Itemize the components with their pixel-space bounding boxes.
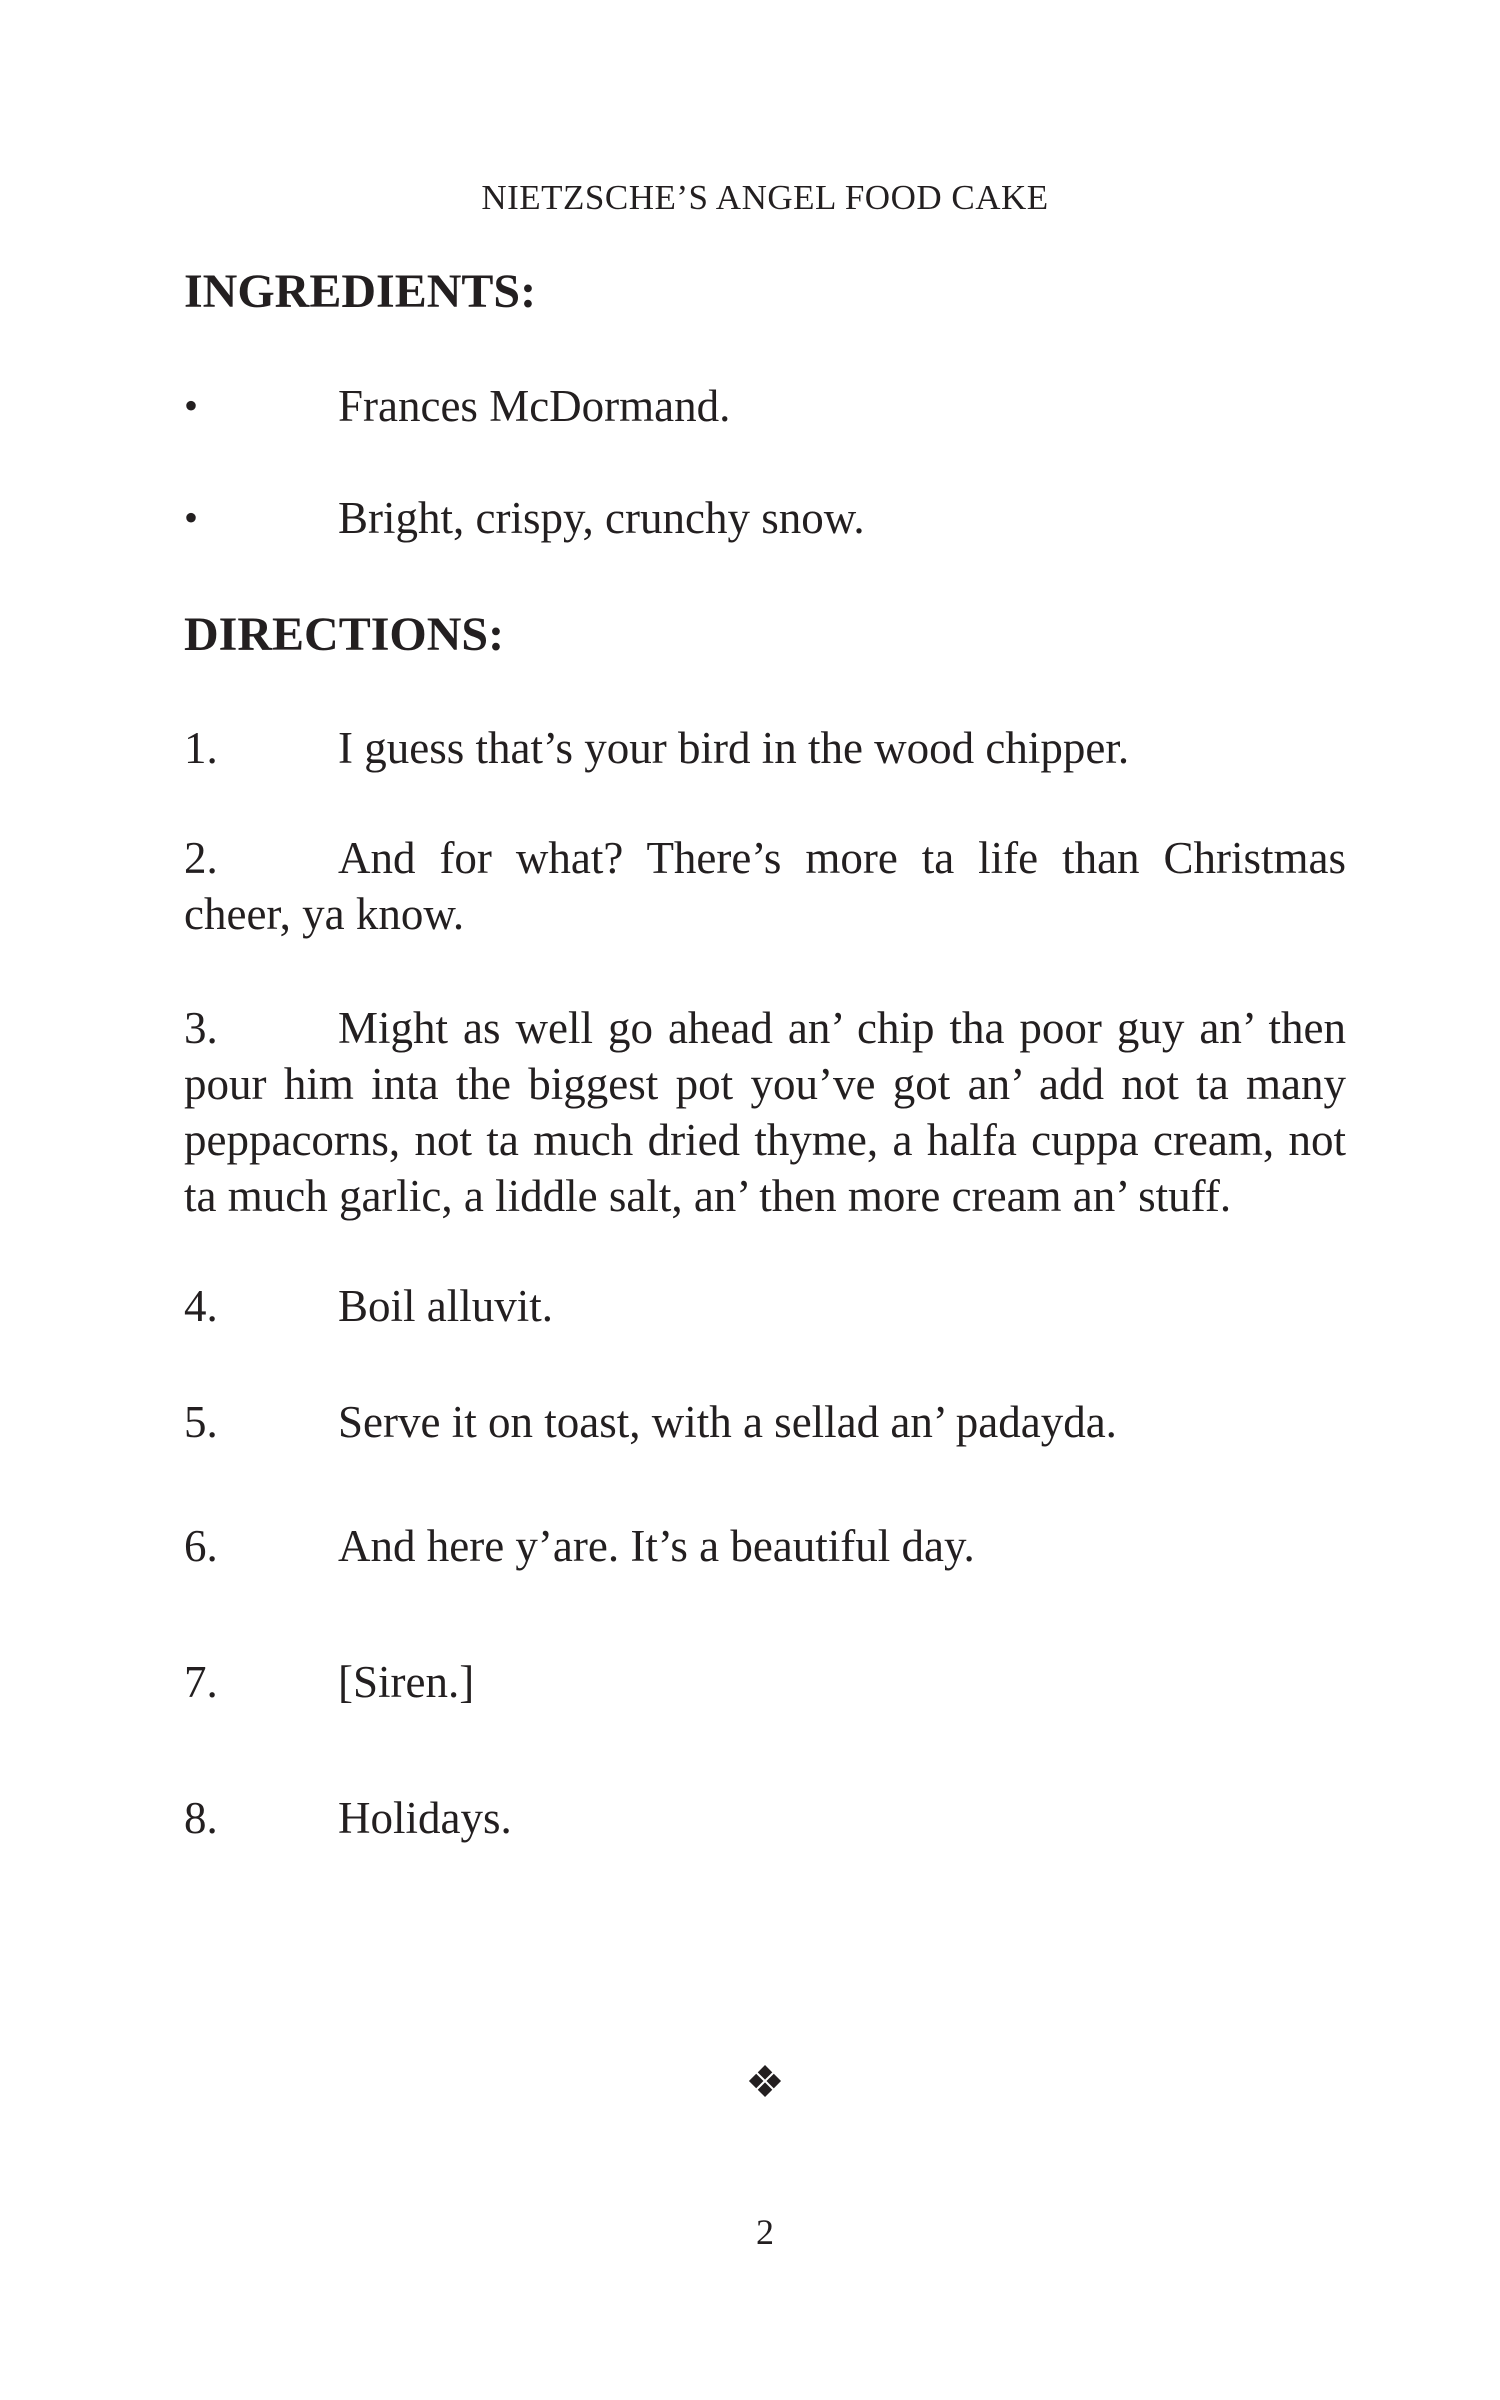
step-text: Might as well go ahead an’ chip tha poor guy an’ then pour him inta the biggest pot you’ve got an’ add not ta many peppacorns, not ta much dried thyme, a halfa cuppa cream, not ta much garlic, a liddle salt, an’ then more cream an’ stuff. xyxy=(184,1003,1346,1221)
step-number: 2. xyxy=(184,833,218,883)
ingredient-text: Frances McDormand. xyxy=(338,381,731,431)
directions-heading: DIRECTIONS: xyxy=(184,608,505,661)
direction-step xyxy=(184,1278,1346,1334)
ingredient-item xyxy=(184,490,1346,546)
direction-step xyxy=(184,1518,1346,1574)
step-text: Boil alluvit. xyxy=(338,1281,554,1331)
step-number: 4. xyxy=(184,1281,218,1331)
step-text: [Siren.] xyxy=(338,1657,475,1707)
direction-step xyxy=(184,1000,1346,1224)
step-number: 8. xyxy=(184,1793,218,1843)
step-text: And here y’are. It’s a beautiful day. xyxy=(338,1521,975,1571)
bullet-marker: • xyxy=(184,383,199,428)
bullet-marker: • xyxy=(184,495,199,540)
ingredient-text: Bright, crispy, crunchy snow. xyxy=(338,493,865,543)
direction-step xyxy=(184,1790,1346,1846)
step-number: 1. xyxy=(184,723,218,773)
ingredient-item xyxy=(184,378,1346,434)
direction-step xyxy=(184,1394,1346,1450)
ingredients-heading: INGREDIENTS: xyxy=(184,265,537,318)
direction-step xyxy=(184,1654,1346,1710)
step-text: And for what? There’s more ta life than Christmas cheer, ya know. xyxy=(184,833,1346,939)
page-number: 2 xyxy=(756,2212,774,2252)
direction-step xyxy=(184,830,1346,942)
step-text: I guess that’s your bird in the wood chipper. xyxy=(338,723,1130,773)
section-ornament-icon: ❖ xyxy=(745,2058,785,2107)
step-text: Serve it on toast, with a sellad an’ padayda. xyxy=(338,1397,1117,1447)
step-number: 5. xyxy=(184,1397,218,1447)
running-head: NIETZSCHE’S ANGEL FOOD CAKE xyxy=(481,178,1049,217)
step-text: Holidays. xyxy=(338,1793,512,1843)
step-number: 6. xyxy=(184,1521,218,1571)
step-number: 7. xyxy=(184,1657,218,1707)
step-number: 3. xyxy=(184,1003,218,1053)
direction-step xyxy=(184,720,1346,776)
